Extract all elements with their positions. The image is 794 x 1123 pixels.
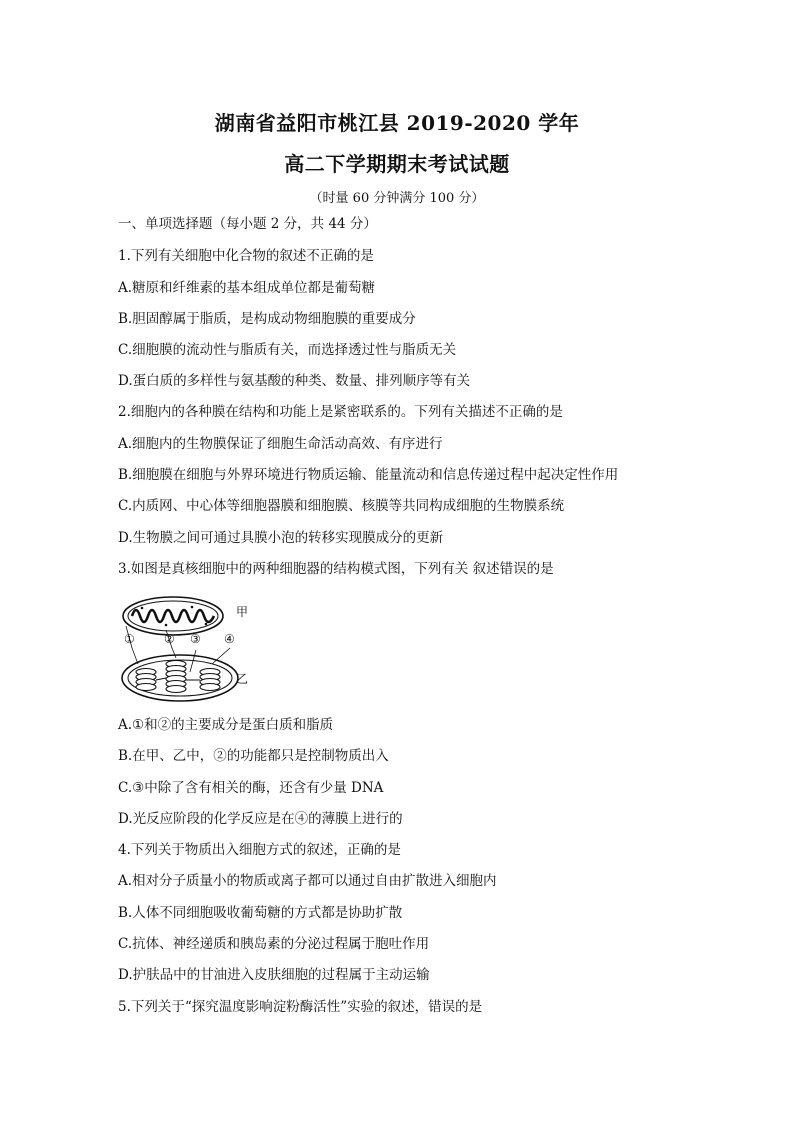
q1-option-a: A.糖原和纤维素的基本组成单位都是葡萄糖 [118,280,376,296]
q2-option-c: C.内质网、中心体等细胞器膜和细胞膜、核膜等共同构成细胞的生物膜系统 [118,498,565,514]
q3-option-d: D.光反应阶段的化学反应是在④的薄膜上进行的 [118,811,403,827]
q2-option-a: A.细胞内的生物膜保证了细胞生命活动高效、有序进行 [118,436,443,452]
marker-1: ① [124,632,135,646]
label-jia: 甲 [236,605,249,619]
marker-4: ④ [224,632,235,646]
q4-option-c: C.抗体、神经递质和胰岛素的分泌过程属于胞吐作用 [118,936,430,952]
exam-title-line1: 湖南省益阳市桃江县 2019-2020 学年 [214,111,580,135]
q2-stem: 2.细胞内的各种膜在结构和功能上是紧密联系的。下列有关描述不正确的是 [118,404,563,420]
exam-title-line2: 高二下学期期末考试试题 [284,152,510,176]
q4-option-b: B.人体不同细胞吸收葡萄糖的方式都是协助扩散 [118,905,403,921]
grana-stack-middle [166,661,186,693]
q2-option-d: D.生物膜之间可通过具膜小泡的转移实现膜成分的更新 [118,530,444,546]
q1-stem: 1.下列有关细胞中化合物的叙述不正确的是 [118,248,374,264]
q3-option-b: B.在甲、乙中，②的功能都只是控制物质出入 [118,748,389,764]
q3-option-c: C.③中除了含有相关的酶，还含有少量 DNA [118,780,384,796]
q4-option-d: D.护肤品中的甘油进入皮肤细胞的过程属于主动运输 [118,967,430,983]
q4-option-a: A.相对分子质量小的物质或离子都可以通过自由扩散进入细胞内 [118,873,497,889]
q1-option-d: D.蛋白质的多样性与氨基酸的种类、数量、排列顺序等有关 [118,373,471,389]
q4-stem: 4.下列关于物质出入细胞方式的叙述，正确的是 [118,842,401,858]
q2-option-b: B.细胞膜在细胞与外界环境进行物质运输、能量流动和信息传递过程中起决定性作用 [118,467,619,483]
label-yi: 乙 [236,672,249,686]
section-heading: 一、单项选择题（每小题 2 分，共 44 分） [118,216,377,232]
marker-2: ② [164,632,175,646]
grana-stack-left [136,669,156,691]
grana-stack-right [200,669,220,691]
exam-time-score: （时量 60 分钟满分 100 分） [309,191,485,206]
q5-stem: 5.下列关于“探究温度影响淀粉酶活性”实验的叙述，错误的是 [118,999,483,1015]
marker-3: ③ [190,632,201,646]
mitochondrion-drawing [123,597,223,635]
q3-stem: 3.如图是真核细胞中的两种细胞器的结构模式图，下列有关 叙述错误的是 [118,561,554,577]
q1-option-b: B.胆固醇属于脂质，是构成动物细胞膜的重要成分 [118,311,416,327]
chloroplast-drawing [122,655,238,701]
q1-option-c: C.细胞膜的流动性与脂质有关，而选择透过性与脂质无关 [118,342,457,358]
organelle-diagram [118,592,268,704]
q3-option-a: A.①和②的主要成分是蛋白质和脂质 [118,717,334,733]
